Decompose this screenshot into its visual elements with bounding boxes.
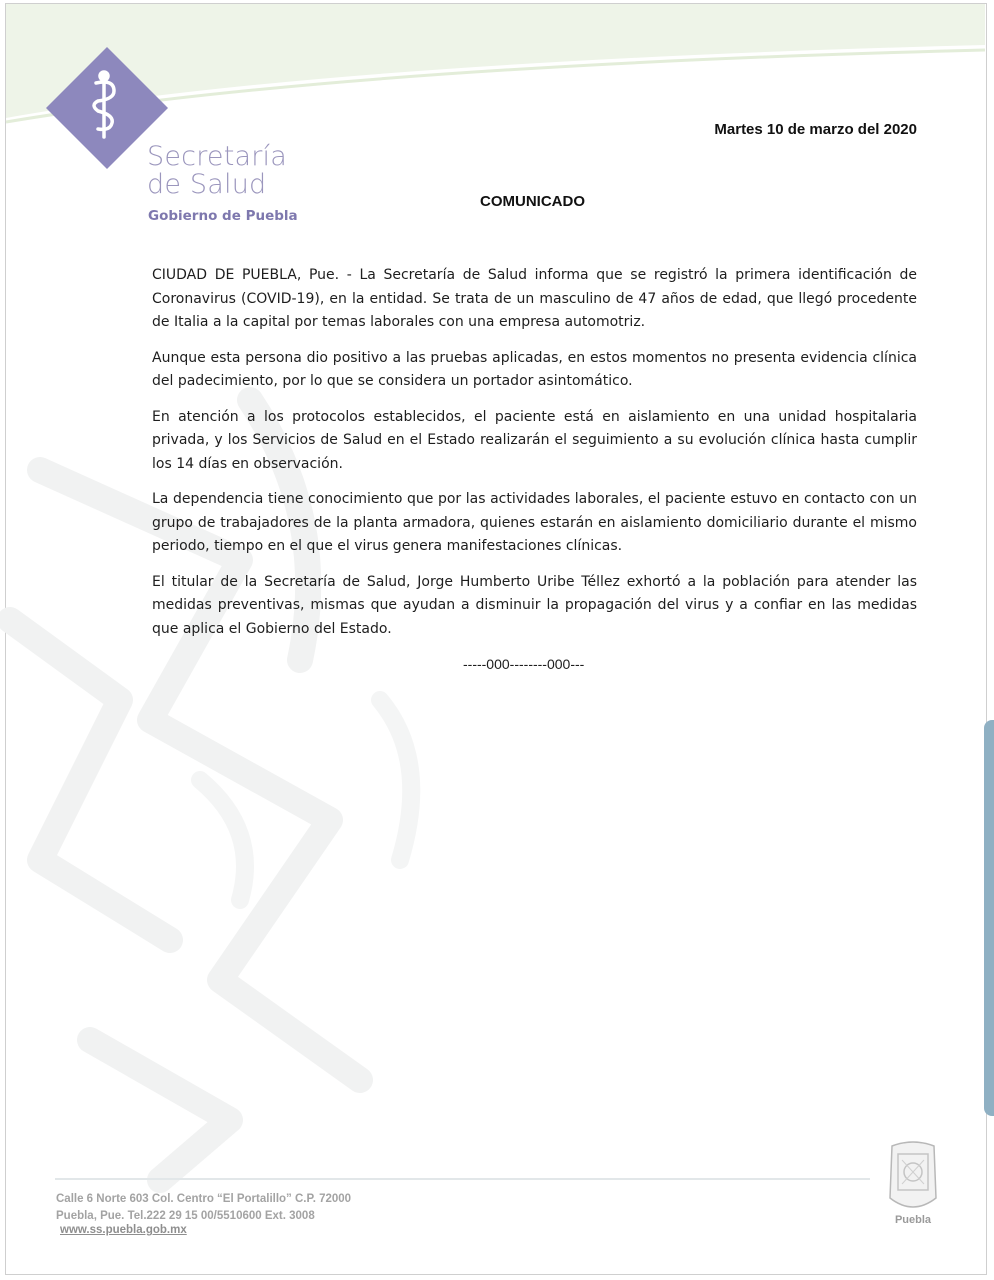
paragraph: En atención a los protocolos establecidos, el paciente está en aislamiento en una unidad hospitalaria privada, y los Servicios de Salud en el Estado realizarán el seguimiento a su evolución clínica hasta cumplir los 14 días en observación. (152, 408, 917, 472)
paragraph: CIUDAD DE PUEBLA, Pue. - La Secretaría de Salud informa que se registró la primera identificación de Coronavirus (COVID-19), en la entidad. Se trata de un masculino de 47 años de edad, que llegó procedente de Italia a la capital por temas laborales con una empresa automotriz. (152, 267, 917, 330)
document-body (152, 264, 917, 653)
paragraph: El titular de la Secretaría de Salud, Jorge Humberto Uribe Téllez exhortó a la población para atender las medidas preventivas, mismas que ayudan a disminuir la propagación del virus y a confiar en las medidas que aplica el Gobierno del Estado. (152, 573, 917, 637)
side-scroll-tab[interactable] (984, 720, 994, 1116)
organization-name (147, 143, 287, 199)
footer-divider (55, 1178, 870, 1180)
government-name: Gobierno de Puebla (148, 208, 298, 224)
organization-name-line2: de Salud (147, 169, 267, 200)
organization-name-line1: Secretaría (147, 141, 287, 172)
website-link[interactable]: www.ss.puebla.gob.mx (60, 1224, 187, 1236)
document-date: Martes 10 de marzo del 2020 (714, 121, 917, 138)
footer-address-line1: Calle 6 Norte 603 Col. Centro “El Portalillo” C.P. 72000 (56, 1193, 352, 1205)
paragraph: La dependencia tiene conocimiento que por las actividades laborales, el paciente estuvo en contacto con un grupo de trabajadores de la planta armadora, quienes estarán en aislamiento domiciliario durante el mismo periodo, tiempo en el que el virus genera manifestaciones clínicas. (152, 491, 917, 554)
seal-label: Puebla (894, 1214, 932, 1226)
footer-address-line2: Puebla, Pue. Tel.222 29 15 00/5510600 Ext. 3008 (56, 1209, 315, 1222)
paragraph: Aunque esta persona dio positivo a las pruebas aplicadas, en estos momentos no presenta evidencia clínica del padecimiento, por lo que se considera un portador asintomático. (152, 349, 917, 389)
footer-address (56, 1191, 351, 1224)
document-heading: COMUNICADO (480, 193, 585, 210)
end-separator: -----000--------000--- (463, 656, 585, 672)
